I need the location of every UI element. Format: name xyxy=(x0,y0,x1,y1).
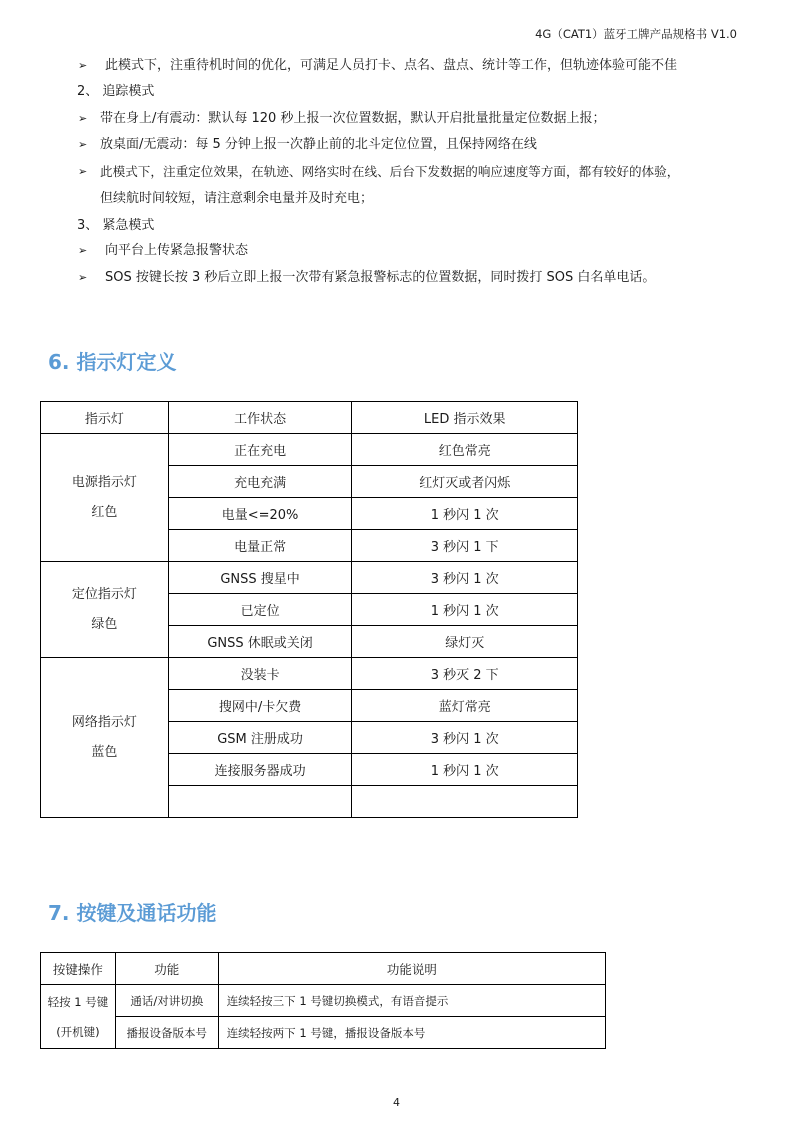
key-function-table xyxy=(40,952,606,1049)
key-name: 轻按 1 号键 xyxy=(47,994,109,1009)
bullet-arrow-icon: ➢ xyxy=(78,59,88,72)
description-cell: 连续轻按三下 1 号键切换模式，有语音提示 xyxy=(218,985,605,1017)
status-cell: 连接服务器成功 xyxy=(168,754,352,786)
description-cell: 连续轻按两下 1 号键，播报设备版本号 xyxy=(218,1017,605,1049)
led-effect-cell xyxy=(352,786,578,818)
table-row xyxy=(41,985,606,1017)
status-cell: GNSS 休眠或关闭 xyxy=(168,626,352,658)
column-header: 按键操作 xyxy=(41,953,116,985)
led-indicator-table xyxy=(40,401,578,818)
led-effect-cell: 1 秒闪 1 次 xyxy=(352,498,578,530)
led-effect-cell: 红灯灭或者闪烁 xyxy=(352,466,578,498)
table-row xyxy=(41,562,578,594)
page-number: 4 xyxy=(393,1096,400,1109)
indicator-color: 红色 xyxy=(91,504,118,520)
column-header: 工作状态 xyxy=(168,402,352,434)
status-cell: GSM 注册成功 xyxy=(168,722,352,754)
led-effect-cell: 1 秒闪 1 次 xyxy=(352,754,578,786)
led-effect-cell: 蓝灯常亮 xyxy=(352,690,578,722)
led-effect-cell: 3 秒闪 1 下 xyxy=(352,530,578,562)
table-header-row xyxy=(41,402,578,434)
status-cell: GNSS 搜星中 xyxy=(168,562,352,594)
bullet-arrow-icon: ➢ xyxy=(78,165,88,178)
intro-line: 向平台上传紧急报警状态 xyxy=(105,243,249,258)
indicator-color: 绿色 xyxy=(91,616,118,632)
key-alias: (开机键) xyxy=(56,1024,100,1039)
section-6-title: 6. 指示灯定义 xyxy=(48,350,177,374)
status-cell: 正在充电 xyxy=(168,434,352,466)
intro-line: 放桌面/无震动：每 5 分钟上报一次静止前的北斗定位位置，且保持网络在线 xyxy=(100,137,537,152)
column-header: 指示灯 xyxy=(41,402,169,434)
indicator-name: 网络指示灯 xyxy=(71,714,137,730)
indicator-name-cell xyxy=(41,434,169,562)
bullet-arrow-icon: ➢ xyxy=(78,271,88,284)
led-effect-cell: 3 秒闪 1 次 xyxy=(352,562,578,594)
indicator-name-cell xyxy=(41,562,169,658)
column-header: 功能 xyxy=(115,953,218,985)
status-cell: 电量正常 xyxy=(168,530,352,562)
intro-line: SOS 按键长按 3 秒后立即上报一次带有紧急报警标志的位置数据，同时拨打 SOS 白名单电话。 xyxy=(105,270,656,285)
function-cell: 播报设备版本号 xyxy=(115,1017,218,1049)
column-header: LED 指示效果 xyxy=(352,402,578,434)
indicator-name: 定位指示灯 xyxy=(71,586,137,602)
bullet-arrow-icon: ➢ xyxy=(78,244,88,257)
status-cell xyxy=(168,786,352,818)
led-effect-cell: 红色常亮 xyxy=(352,434,578,466)
status-cell: 已定位 xyxy=(168,594,352,626)
status-cell: 充电充满 xyxy=(168,466,352,498)
table-header-row xyxy=(41,953,606,985)
status-cell: 电量<=20% xyxy=(168,498,352,530)
indicator-name-cell xyxy=(41,658,169,818)
led-effect-cell: 1 秒闪 1 次 xyxy=(352,594,578,626)
led-effect-cell: 绿灯灭 xyxy=(352,626,578,658)
intro-line: 带在身上/有震动：默认每 120 秒上报一次位置数据，默认开启批量批量定位数据上报； xyxy=(100,111,606,126)
column-header: 功能说明 xyxy=(218,953,605,985)
led-effect-cell: 3 秒闪 1 次 xyxy=(352,722,578,754)
key-operation-cell xyxy=(41,985,116,1049)
section-7-title: 7. 按键及通话功能 xyxy=(48,901,217,925)
indicator-name: 电源指示灯 xyxy=(71,474,137,490)
led-effect-cell: 3 秒灭 2 下 xyxy=(352,658,578,690)
intro-line: 此模式下，注重定位效果，在轨迹、网络实时在线、后台下发数据的响应速度等方面，都有较好的体验， xyxy=(100,164,680,179)
intro-line: 3、 紧急模式 xyxy=(77,218,155,233)
function-cell: 通话/对讲切换 xyxy=(115,985,218,1017)
document-header: 4G（CAT1）蓝牙工牌产品规格书 V1.0 xyxy=(535,27,737,41)
bullet-arrow-icon: ➢ xyxy=(78,138,88,151)
status-cell: 没装卡 xyxy=(168,658,352,690)
table-row xyxy=(41,658,578,690)
indicator-color: 蓝色 xyxy=(91,744,118,760)
intro-line: 但续航时间较短，请注意剩余电量并及时充电； xyxy=(100,191,374,206)
status-cell: 搜网中/卡欠费 xyxy=(168,690,352,722)
table-row xyxy=(41,1017,606,1049)
intro-line: 2、 追踪模式 xyxy=(77,84,155,99)
bullet-arrow-icon: ➢ xyxy=(78,112,88,125)
table-row xyxy=(41,434,578,466)
intro-line: 此模式下，注重待机时间的优化，可满足人员打卡、点名、盘点、统计等工作，但轨迹体验可能不佳 xyxy=(105,58,678,73)
